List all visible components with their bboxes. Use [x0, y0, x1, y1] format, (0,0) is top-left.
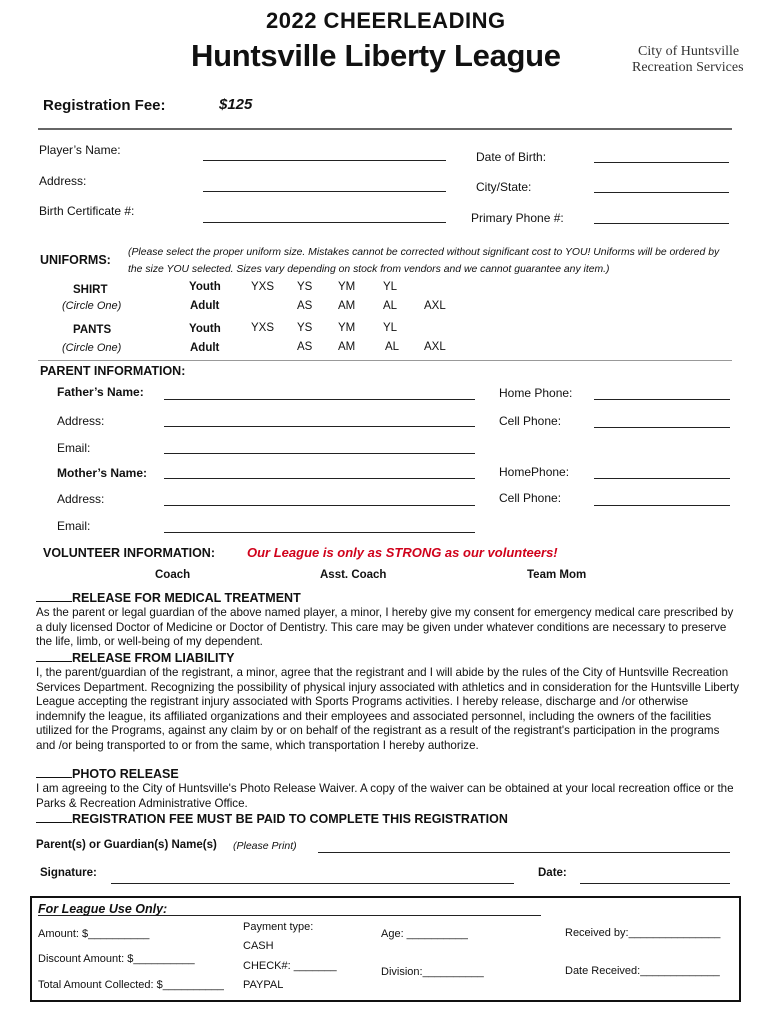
- mother-home-phone-field[interactable]: [594, 478, 730, 479]
- registration-fee-value: $125: [219, 96, 253, 113]
- father-email-label: Email:: [57, 441, 91, 455]
- shirt-label: SHIRT: [73, 284, 108, 296]
- father-email-field[interactable]: [164, 453, 475, 454]
- uniforms-note: (Please select the proper uniform size. Mistakes cannot be corrected without significant cost to YOU! Uniforms will be ordered by the size YOU selected. Sizes vary depending on stock from vendors and we cannot guarantee any item.): [128, 247, 720, 275]
- league-use-title: For League Use Only:: [38, 902, 168, 916]
- player-address-field[interactable]: [203, 191, 446, 192]
- pants-size-as[interactable]: AS: [297, 341, 313, 353]
- primary-phone-label: Primary Phone #:: [471, 211, 564, 225]
- mother-name-label: Mother’s Name:: [57, 466, 148, 480]
- form-year-title: 2022 CHEERLEADING: [266, 8, 506, 33]
- volunteer-slogan: Our League is only as STRONG as our volunteers!: [247, 545, 558, 560]
- liability-release-title: RELEASE FROM LIABILITY: [72, 651, 235, 665]
- please-print-note: (Please Print): [233, 840, 297, 852]
- birth-certificate-label: Birth Certificate #:: [39, 204, 135, 218]
- pants-size-am[interactable]: AM: [338, 341, 356, 353]
- signature-date-label: Date:: [538, 867, 567, 879]
- pants-size-yl[interactable]: YL: [383, 322, 398, 334]
- shirt-size-ym[interactable]: YM: [338, 281, 356, 293]
- org-name-line1: City of Huntsville: [638, 44, 740, 59]
- primary-phone-field[interactable]: [594, 223, 729, 224]
- city-state-label: City/State:: [476, 180, 532, 194]
- fee-required-heading: [36, 812, 508, 826]
- liability-release-initial-blank[interactable]: [36, 652, 72, 662]
- shirt-adult-label: Adult: [190, 300, 220, 312]
- shirt-circle-one: (Circle One): [62, 300, 122, 312]
- photo-release-initial-blank[interactable]: [36, 768, 72, 778]
- pants-size-ym[interactable]: YM: [338, 322, 356, 334]
- player-name-label: Player’s Name:: [39, 143, 121, 157]
- medical-release-title: RELEASE FOR MEDICAL TREATMENT: [72, 591, 301, 605]
- office-payment-type: Payment type:: [243, 921, 314, 933]
- mother-home-phone-label: HomePhone:: [499, 465, 570, 479]
- office-payment-paypal[interactable]: PAYPAL: [243, 979, 284, 991]
- shirt-youth-label: Youth: [189, 281, 221, 293]
- uniforms-divider: [38, 360, 732, 361]
- mother-cell-phone-label: Cell Phone:: [499, 491, 562, 505]
- photo-release-title: PHOTO RELEASE: [72, 767, 179, 781]
- shirt-size-ys[interactable]: YS: [297, 281, 313, 293]
- city-state-field[interactable]: [594, 192, 729, 193]
- father-name-field[interactable]: [164, 399, 475, 400]
- signature-date-field[interactable]: [580, 883, 730, 884]
- fee-required-title: REGISTRATION FEE MUST BE PAID TO COMPLETE THIS REGISTRATION: [72, 812, 508, 826]
- shirt-size-al[interactable]: AL: [383, 300, 398, 312]
- mother-name-field[interactable]: [164, 478, 475, 479]
- shirt-size-as[interactable]: AS: [297, 300, 313, 312]
- photo-release-text: I am agreeing to the City of Huntsville's Photo Release Waiver. A copy of the waiver can be obtained at your local recreation office or the Parks & Recreation Administrative Office.: [36, 782, 734, 810]
- father-home-phone-field[interactable]: [594, 399, 730, 400]
- pants-circle-one: (Circle One): [62, 342, 122, 354]
- medical-release-text: As the parent or legal guardian of the above named player, a minor, I hereby give my consent for emergency medical care prescribed by a duly licensed Doctor of Medicine or Doctor of Dentistry. This care may be given under whatever conditions are necessary to preserve the life, limb, or well-being of my dependent.: [36, 606, 734, 649]
- volunteer-info-label: VOLUNTEER INFORMATION:: [43, 546, 215, 560]
- shirt-size-am[interactable]: AM: [338, 300, 356, 312]
- office-received-by[interactable]: Received by:_______________: [565, 927, 721, 939]
- father-name-label: Father’s Name:: [57, 385, 144, 399]
- medical-release-heading: [36, 591, 301, 605]
- shirt-size-yxs[interactable]: YXS: [251, 281, 275, 293]
- pants-size-axl[interactable]: AXL: [424, 341, 446, 353]
- photo-release-heading: [36, 767, 179, 781]
- signature-label: Signature:: [40, 867, 97, 879]
- player-address-label: Address:: [39, 174, 87, 188]
- dob-field[interactable]: [594, 162, 729, 163]
- father-cell-phone-field[interactable]: [594, 427, 730, 428]
- liability-release-heading: [36, 651, 235, 665]
- pants-label: PANTS: [73, 324, 112, 336]
- office-amount[interactable]: Amount: $__________: [38, 928, 150, 940]
- registration-fee-label: Registration Fee:: [43, 97, 166, 114]
- mother-address-field[interactable]: [164, 505, 475, 506]
- fee-required-initial-blank[interactable]: [36, 813, 72, 823]
- league-use-title-rule: [38, 915, 541, 916]
- pants-size-al[interactable]: AL: [385, 341, 400, 353]
- header-divider: [38, 128, 732, 130]
- org-name-line2: Recreation Services: [632, 60, 744, 75]
- league-title: Huntsville Liberty League: [191, 38, 561, 73]
- mother-cell-phone-field[interactable]: [594, 505, 730, 506]
- parent-info-label: PARENT INFORMATION:: [40, 364, 186, 378]
- pants-size-ys[interactable]: YS: [297, 322, 313, 334]
- father-address-field[interactable]: [164, 426, 475, 427]
- pants-adult-label: Adult: [190, 342, 220, 354]
- father-address-label: Address:: [57, 414, 105, 428]
- volunteer-asst-coach[interactable]: Asst. Coach: [320, 569, 387, 581]
- pants-size-yxs[interactable]: YXS: [251, 322, 275, 334]
- office-total[interactable]: Total Amount Collected: $__________: [38, 979, 224, 991]
- volunteer-team-mom[interactable]: Team Mom: [527, 569, 587, 581]
- volunteer-coach[interactable]: Coach: [155, 569, 191, 581]
- signature-field[interactable]: [111, 883, 514, 884]
- guardian-name-field[interactable]: [318, 852, 730, 853]
- shirt-size-yl[interactable]: YL: [383, 281, 398, 293]
- mother-email-field[interactable]: [164, 532, 475, 533]
- guardian-name-label: Parent(s) or Guardian(s) Name(s): [36, 839, 217, 851]
- mother-email-label: Email:: [57, 519, 91, 533]
- mother-address-label: Address:: [57, 492, 105, 506]
- office-division[interactable]: Division:__________: [381, 966, 484, 978]
- shirt-size-axl[interactable]: AXL: [424, 300, 446, 312]
- pants-youth-label: Youth: [189, 323, 221, 335]
- dob-label: Date of Birth:: [476, 150, 547, 164]
- office-payment-check[interactable]: CHECK#: _______: [243, 960, 337, 972]
- office-date-received[interactable]: Date Received:_____________: [565, 965, 720, 977]
- player-name-field[interactable]: [203, 160, 446, 161]
- office-age[interactable]: Age: __________: [381, 928, 468, 940]
- office-discount[interactable]: Discount Amount: $__________: [38, 953, 195, 965]
- father-cell-phone-label: Cell Phone:: [499, 414, 562, 428]
- father-home-phone-label: Home Phone:: [499, 386, 573, 400]
- medical-release-initial-blank[interactable]: [36, 592, 72, 602]
- liability-release-text: I, the parent/guardian of the registrant, a minor, agree that the registrant and I will abide by the rules of the City of Huntsville Recreation Services Department. Recognizing the possibility of physical injury associated with athletics and in consideration for the Huntsville Liberty League accepting the registrant injury associated with Sports Programs activities. I hereby release, discharge and /or otherwise indemnify the league, its affiliated organizations and their employees and associated personnel, including the owners of the facilities utilized for the Programs, against any claim by or on behalf of the registrant as a result of the registrant's participation in the programs and /or being transported to or from the same, which transportation I hereby authorize.: [36, 666, 740, 752]
- office-payment-cash[interactable]: CASH: [243, 940, 274, 952]
- uniforms-label: UNIFORMS:: [40, 253, 111, 267]
- birth-certificate-field[interactable]: [203, 222, 446, 223]
